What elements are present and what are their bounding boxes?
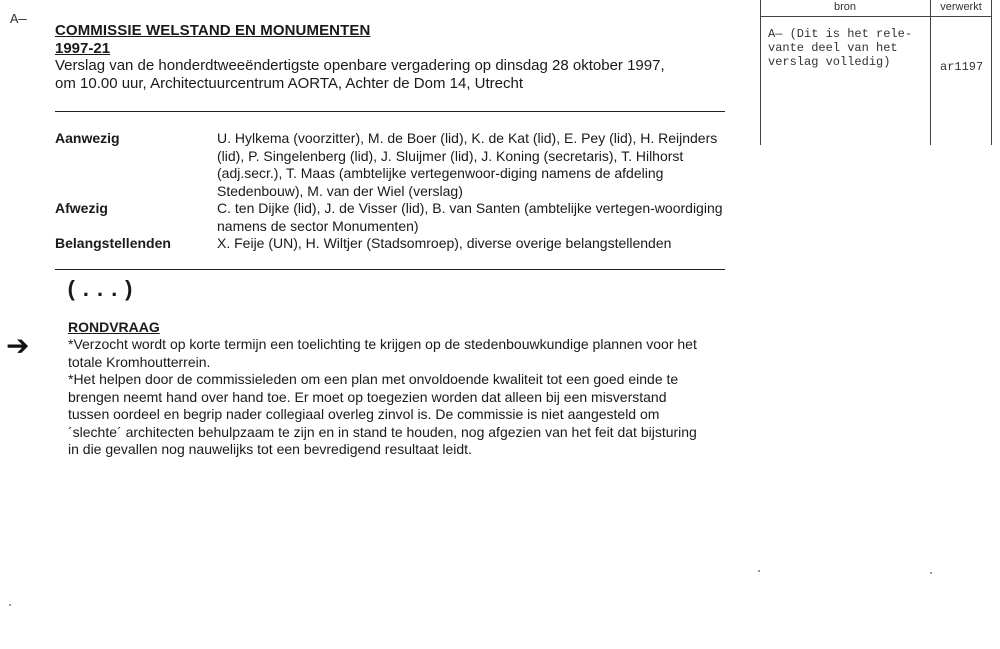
omission-ellipsis: (...) (65, 278, 137, 303)
margin-marker: A— (10, 12, 27, 28)
stakeholders-label: Belangstellenden (55, 235, 171, 251)
verwerkt-header: verwerkt (940, 1, 982, 13)
bron-note: A— (Dit is het rele- vante deel van het verslag volledig) (768, 27, 913, 69)
scan-speck (9, 604, 11, 606)
intro-line-2: om 10.00 uur, Architectuurcentrum AORTA, Achter de Dom 14, Utrecht (55, 75, 523, 92)
intro-line-1: Verslag van de honderdtweeëndertigste openbare vergadering op dinsdag 28 oktober 1997, (55, 57, 665, 74)
verwerkt-code: ar1197 (940, 60, 984, 74)
document-title: COMMISSIE WELSTAND EN MONUMENTEN (55, 22, 371, 39)
meeting-intro (55, 57, 745, 93)
arrow-right-icon: ➔ (6, 330, 30, 361)
document-code: 1997-21 (55, 40, 111, 57)
bron-header: bron (833, 1, 857, 13)
scan-speck (930, 572, 932, 574)
source-box-divider (930, 0, 931, 145)
source-box-header-line (760, 16, 992, 17)
stakeholders-text: X. Feije (UN), H. Wiltjer (Stadsomroep), diverse overige belangstellenden (217, 235, 672, 251)
rondvraag-heading: RONDVRAAG (68, 319, 160, 335)
scan-speck (758, 570, 760, 572)
divider-top (55, 111, 725, 112)
present-text: U. Hylkema (voorzitter), M. de Boer (lid), K. de Kat (lid), E. Pey (lid), H. Reijnders (lid), P. Singelenberg (lid), J. Sluijmer (lid), J. Koning (secretaris), T. Hilhorst (adj.secr.), T. Maas (ambtelijke vertegenwoor-diging namens de afdeling Stedenbouw), M. van der Wiel (verslag) (217, 130, 718, 199)
rondvraag-item-1: *Verzocht wordt op korte termijn een toelichting te krijgen op de stedenbouwkundige plannen voor het totale Kromhoutterrein. (68, 336, 697, 370)
rondvraag-body (68, 336, 708, 459)
absent-text: C. ten Dijke (lid), J. de Visser (lid), B. van Santen (ambtelijke vertegen-woordiging namens de sector Monumenten) (217, 200, 723, 234)
rondvraag-item-2: *Het helpen door de commissieleden om een plan met onvoldoende kwaliteit tot een goed einde te brengen neemt hand over hand toe. Er moet op toegezien worden dat alleen bij een misverstand tussen oordeel en begrip nader collegiaal overleg zinvol is. De commissie is niet aangesteld om ´slechte´ architecten behulpzaam te zijn en in stand te houden, nog afgezien van het feit dat bijsturing in die gevallen nog nauwelijks tot een bevredigend resultaat leidt. (68, 371, 697, 457)
divider-bottom (55, 269, 725, 270)
present-label: Aanwezig (55, 130, 120, 146)
absent-label: Afwezig (55, 200, 108, 216)
